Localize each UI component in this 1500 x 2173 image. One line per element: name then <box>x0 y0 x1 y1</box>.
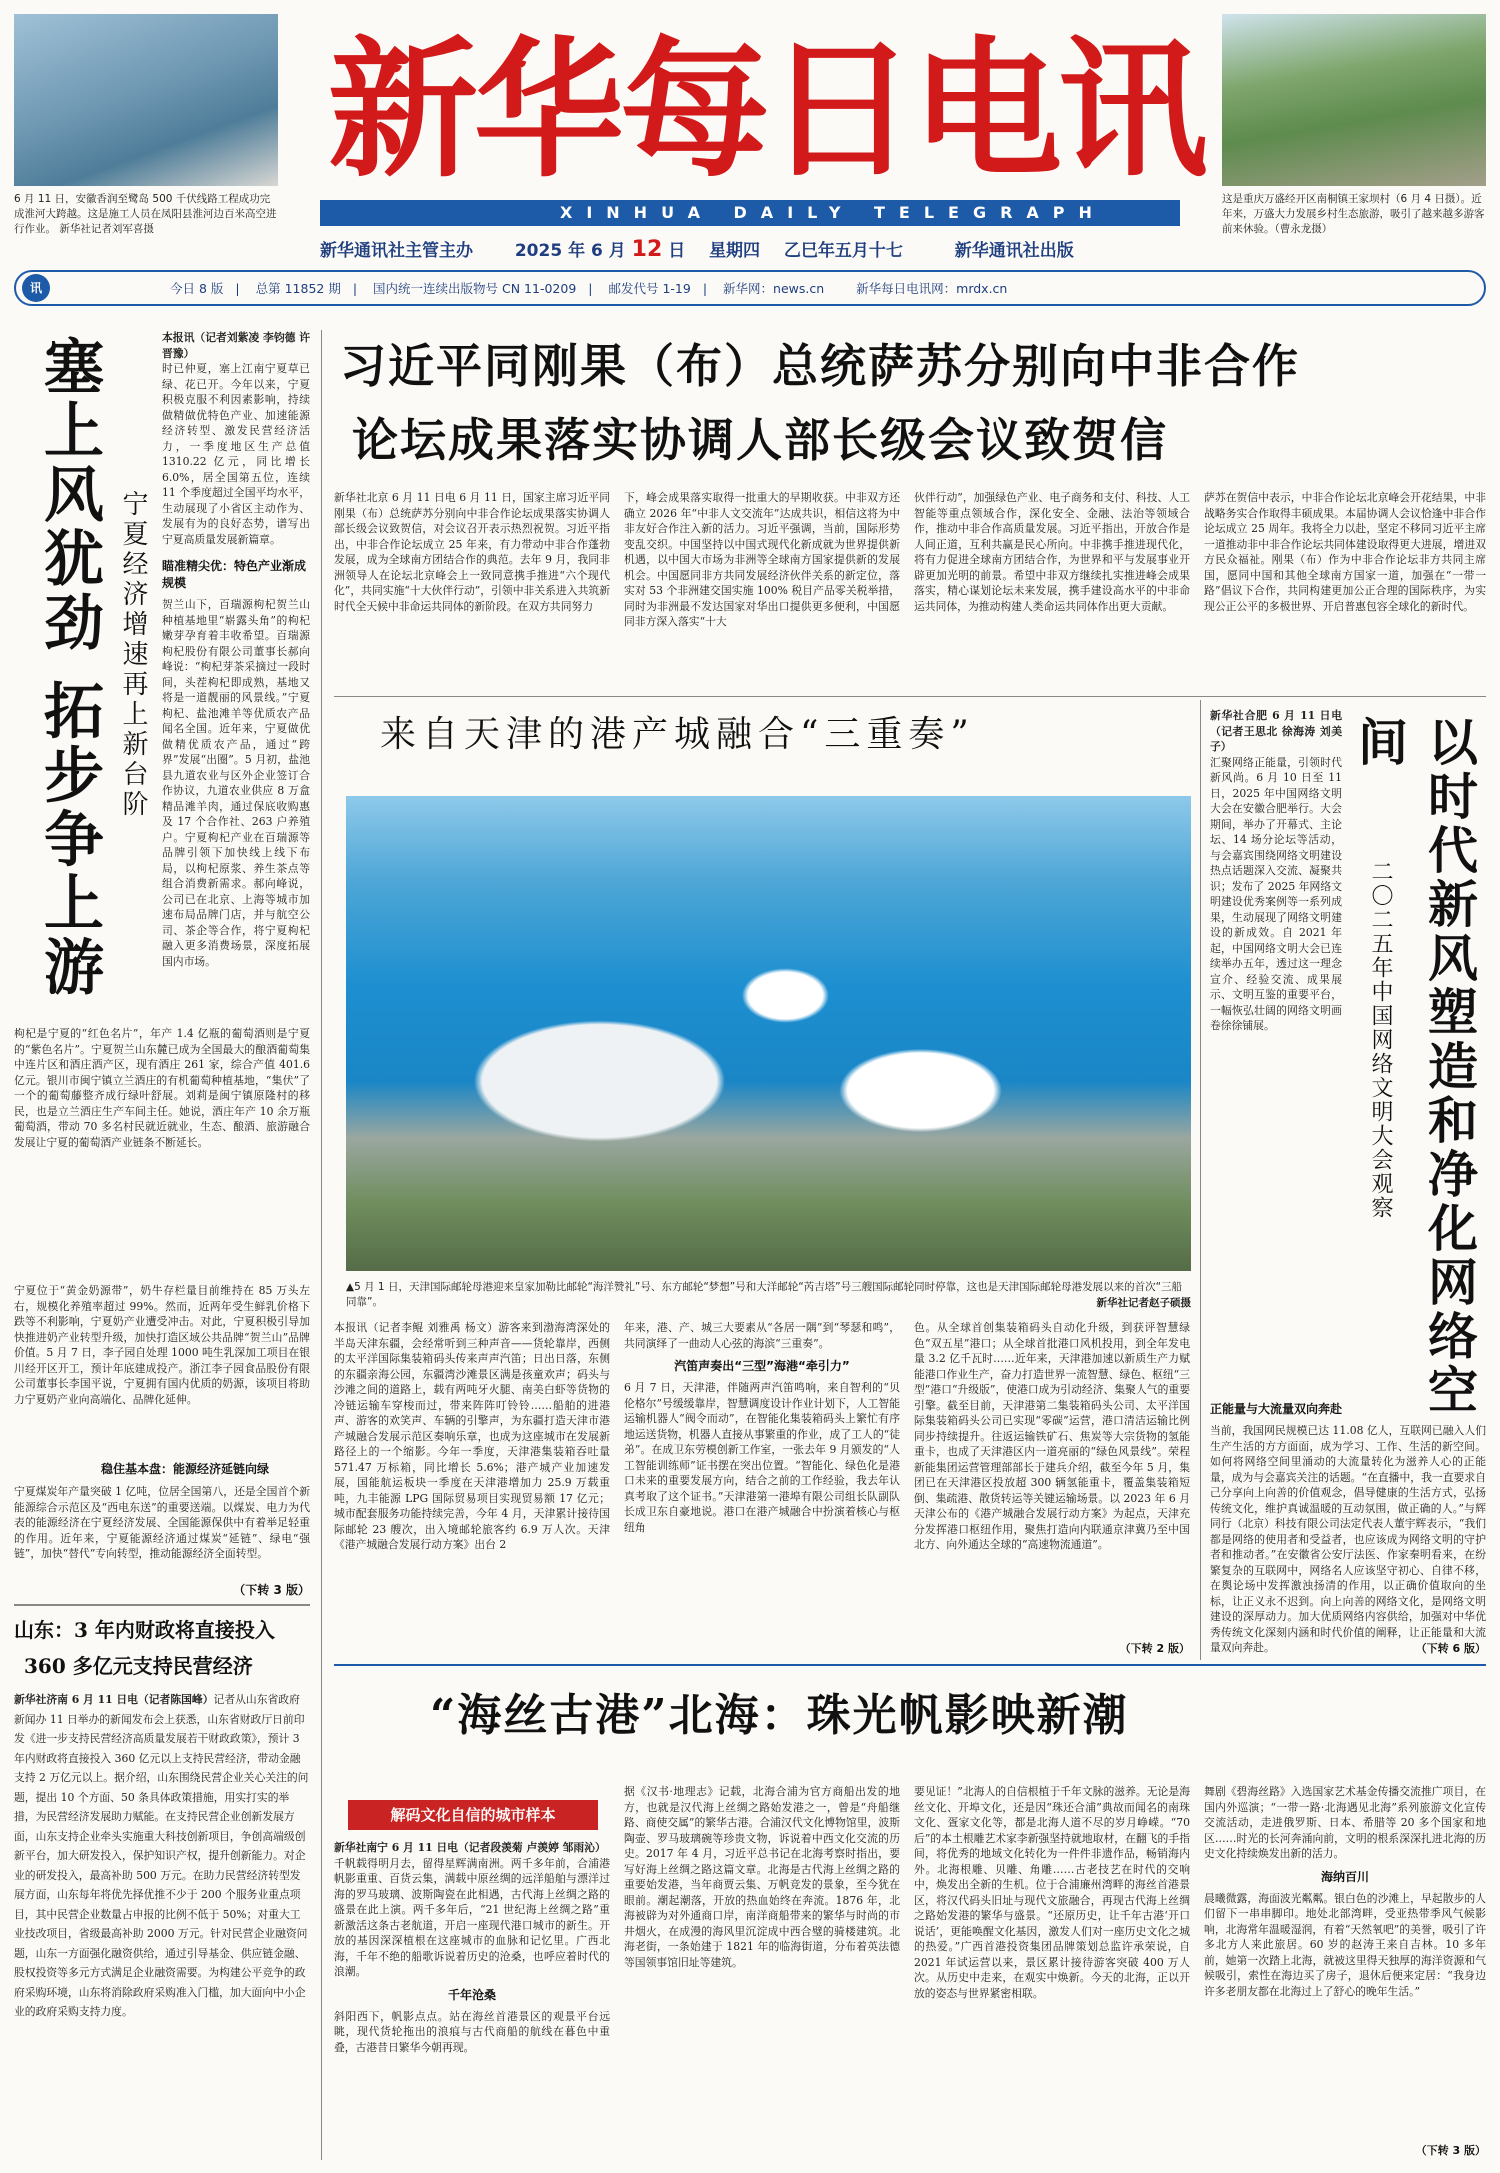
main-story-col1: 新华社北京 6 月 11 日电 6 月 11 日，国家主席习近平同刚果（布）总统萨苏分别向中非合作论坛成果落实协调人部长级会议致贺信，对会议召开表示热烈祝贺。习近平指出，中非合作论坛成立 25 年来，有力带动中非合作蓬勃发展，成为全球南方团结合作的典范。去年 9 月，我同非洲领导人在论坛北京峰会上一致同意携手推进“六个现代化”，共同实施“十大伙伴行动”，引领中非关系进入共筑新时代全天候中非命运共同体的新阶段。在双方共同努力 <box>334 491 610 613</box>
column-divider <box>1200 700 1201 1660</box>
right-story-continued: （下转 6 版） <box>1415 1642 1486 1655</box>
beihai-col1b: 斜阳西下，帆影点点。站在海丝首港景区的观景平台远眺，现代货轮拖出的浪痕与古代商船的航线在暮色中重叠，古港昔日繁华今朝再现。 <box>334 2009 610 2054</box>
shandong-headline: 山东：3 年内财政将直接投入 <box>14 1618 275 1642</box>
shandong-headline2: 360 多亿元支持民营经济 <box>24 1654 253 1678</box>
left-story-subhead: 宁夏经济增速再上新台阶 <box>118 490 148 820</box>
top-left-photo <box>14 14 278 186</box>
top-right-photo <box>1222 14 1486 186</box>
masthead-subtitle: XINHUA DAILY TELEGRAPH <box>560 203 1106 222</box>
right-story-body1: 汇聚网络正能量，引领时代新风尚。6 月 10 日至 11 日，2025 年中国网络文明大会在安徽合肥举行。大会期间，举办了开幕式、主论坛、14 场分论坛等活动，与会嘉宾围绕网络文明建设热点话题深入交流、凝聚共识；发布了 2025 年网络文明建设优秀案例等一系列成果，生动展现了网络文明建设的新成效。自 2021 年起，中国网络文明大会已连续举办五年，透过这一理念宣介、经验交流、成果展示、文明互鉴的重要平台，一幅恢弘壮阔的网络文明画卷徐徐铺展。 <box>1210 755 1342 1032</box>
right-story-sub1: 正能量与大流量双向奔赴 <box>1210 1402 1343 1416</box>
post-code: 邮发代号 1-19 <box>608 281 691 296</box>
left-story-sub2: 稳住基本盘：能源经济延链向绿 <box>100 1462 269 1476</box>
main-headline-line1: 习近平同刚果（布）总统萨苏分别向中非合作 <box>340 339 1300 393</box>
tianjin-sub1: 汽笛声奏出“三型”海港“牵引力” <box>674 1359 850 1373</box>
masthead-title: 新华每日电讯 <box>328 22 1205 198</box>
date-day: 12 <box>631 237 663 262</box>
cn-number: 国内统一连续出版物号 CN 11-0209 <box>373 281 577 296</box>
date-prefix: 2025 年 6 月 <box>514 241 626 261</box>
left-story-byline: 本报讯（记者刘紫凌 李钧德 许晋豫） <box>162 331 310 360</box>
tianjin-col2b: 6 月 7 日，天津港，伴随两声汽笛鸣响，来自智利的“贝伦格尔”号缓缓靠岸，智慧调度设计作业计划下，人工智能运输机器人“阀令而动”，在智能化集装箱码头上繁忙有序地运送货物，机器人直接从事繁重的作业，成了工人的“徒弟”。在成卫东劳模创新工作室，一张去年 9 月颁发的“人工智能训练师”证书摆在突出位置。“智能化、绿色化是港口未来的重要发展方向，结合之前的工作经验，我去年认真考取了这个证书。”天津港第一港埠有限公司组长队副队长成卫东自豪地说。港口在港产城融合中扮演着核心与枢纽角 <box>624 1381 900 1534</box>
beihai-byline: 新华社南宁 6 月 11 日电（记者段羡菊 卢羡婷 邹雨沁） <box>334 1841 606 1854</box>
left-story-body4: 宁夏位于“黄金奶源带”，奶牛存栏量目前维持在 85 万头左右，规模化养殖率超过 99%。然而，近两年受生鲜乳价格下跌等不利影响，宁夏奶产业遭受冲击。对此，宁夏积极引导加快推进奶产业转型升级，加快打造区域公共品牌“贺兰山”品牌价值。5 月 7 日，李子园自处理 1000 吨生乳深加工项目在银川经开区开工，预计年底建成投产。浙江李子园食品股份有限公司董事长李国平说，宁夏拥有国内优质的奶源，该项目将助力宁夏奶产业向高端化、品牌化延伸。 <box>14 1284 310 1406</box>
site-link-mrdx[interactable]: 新华每日电讯网：mrdx.cn <box>856 281 1008 296</box>
publisher: 新华通讯社出版 <box>954 241 1074 261</box>
beihai-continued: （下转 3 版） <box>1415 2144 1486 2157</box>
right-story-body2: 当前，我国网民规模已达 11.08 亿人，互联网已融入人们生产生活的方方面面，成为学习、工作、生活的新空间。如何将网络空间里涌动的大流量转化为滋养人心的正能量，成为与会嘉宾关注的话题。“在直播中，我一直要求自己分享向上向善的价值观念，倡导健康的生活方式，弘扬传统文化，维护真诚温暖的互动氛围，做正确的人。”与辉同行（北京）科技有限公司法定代表人董宇辉表示，“我们都是网络的使用者和受益者，也应该成为网络文明的守护者和推动者。”在安徽省公安厅法医、作家秦明看来，在纷繁复杂的互联网中，网络名人应该坚守初心、自律不移，在舆论场中发挥激浊扬清的作用，以正确价值取向的坐标，让正义永不迟到。向上向善的网络文化，是网络文明建设的深厚动力。加大优质网络内容供给，加强对中华优秀传统文化深刻内涵和时代价值的阐释，让正能量和大流量双向奔赴。 <box>1210 1424 1486 1654</box>
left-story-body2: 贺兰山下，百瑞源枸杞贺兰山种植基地里“崭露头角”的枸杞嫩芽孕育着丰收希望。百瑞源枸杞股份有限公司董事长郝向峰说：“枸杞芽茶采摘过一段时间，头茬枸杞即成熟，基地又将是一道靓丽的风景线。”宁夏枸杞、盐池滩羊等优质农产品闻名全国。近年来，宁夏做优做精优质农产品，通过“跨界”发展“出圈”。5 月初，盐池县九道农业与区外企业签订合作协议，九道农业供应 8 万盒精品滩羊肉，通过保底收购惠及 17 个合作社、263 户养殖户。宁夏枸杞产业在百瑞源等品牌引领下加快线上线下布局，以枸杞原浆、养生茶点等组合消费新需求。郝向峰说，公司已在北京、上海等城市加速布局品牌门店，并与航空公司、茶企等合作，将宁夏枸杞融入更多消费场景，深度拓展国内市场。 <box>162 598 310 968</box>
column-divider <box>321 330 322 2160</box>
beihai-sub2: 海纳百川 <box>1320 1869 1369 1884</box>
masthead-dateline <box>320 236 1200 262</box>
tianjin-port-photo <box>346 796 1191 1271</box>
beihai-col2: 据《汉书·地理志》记载，北海合浦为官方商船出发的地方，也就是汉代海上丝绸之路始发港之一，曾是“舟船继路、商使交属”的繁华古港。合浦汉代文化博物馆里，波斯陶壶、罗马玻璃碗等珍贵文物，诉说着中西文化交流的历史。2017 年 4 月，习近平总书记在北海考察时指出，要写好海上丝绸之路这篇文章。北海是古代海上丝绸之路的重要始发港，当年商贾云集、万帆竞发的景象，至今犹在眼前。潮起潮落，开放的热血始终在奔流。1876 年，北海被辟为对外通商口岸，南洋商船带来的繁华与时尚的市井烟火，在成漫的海风里沉淀成中西合璧的骑楼建筑。北海老街，一条始建于 1821 年的临海街道，分布着英法德等国领事馆旧址等建筑。 <box>624 1785 900 1969</box>
right-story-headline: 以时代新风塑造和净化网络空间 <box>1350 716 1479 1418</box>
info-bar-text: 今日 8 版 | 总第 11852 期 | 国内统一连续出版物号 CN 11-0209 | 邮发代号 1-19 | 新华网：news.cn 新华每日电讯网：mrdx.cn <box>170 281 1008 296</box>
divider <box>14 1604 310 1606</box>
sponsor: 新华通讯社主管主办 <box>320 241 473 261</box>
shandong-body <box>14 1688 310 2158</box>
right-story-text-a <box>1210 708 1342 1398</box>
top-right-caption: 这是重庆万盛经开区南桐镇王家坝村（6 月 4 日摄）。近年来，万盛大力发展乡村生态旅游，吸引了越来越多游客前来休验。（曹永龙摄） <box>1222 193 1485 235</box>
right-story-subhead: 二〇二五年中国网络文明大会观察 <box>1368 860 1393 1220</box>
weekday: 星期四 <box>709 241 761 261</box>
left-story-body1: 时已仲夏，塞上江南宁夏草已绿、花已开。今年以来，宁夏积极克服不利因素影响，持续做精做优特色产业、加速能源经济转型、激发民营经济活力，一季度地区生产总值 1310.22 亿元，同比增长 6.0%，居全国第五位，连续 11 个季度超过全国平均水平，生动展现了小省区主动作为、发展有为的良好态势，谱写出宁夏高质量发展新篇章。 <box>162 362 310 546</box>
beihai-col3: 要见证！”北海人的自信根植于千年文脉的滋养。无论是海丝文化、开埠文化，还是因“珠还合浦”典故而闻名的南珠文化、疍家文化等，都是北海人道不尽的岁月峥嵘。“70 后”的本土根雕艺术家李新强坚持就地取材，在翻飞的手指间，将优秀的地域文化转化为一件件非遗作品，畅销海内外。北海根雕、贝雕、角雕……古老技艺在时代的交响中，焕发出全新的生机。位于合浦廉州湾畔的海丝首港景区，将汉代码头旧址与现代文旅融合，再现古代海上丝绸之路始发港的繁华与盛景。“还原历史，让千年古港‘开口说话’，更能唤醒文化基因，激发人们对一座历史文化之城的热爱。”广西首港投资集团品牌策划总监许承荣说，自 2021 年试运营以来，景区累计接待游客突破 400 万人次。从历史中走来，在观实中焕新。今天的北海，正以开放的姿态与世界紧密相联。 <box>914 1785 1190 2000</box>
site-link-news[interactable]: 新华网：news.cn <box>723 281 825 296</box>
lunar-date: 乙巳年五月十七 <box>783 241 903 261</box>
left-story-sub1: 瞄准精尖优：特色产业渐成规模 <box>162 559 307 590</box>
divider <box>334 696 1486 697</box>
section-rule <box>334 1664 1486 1666</box>
tianjin-continued: （下转 2 版） <box>1119 1642 1190 1655</box>
pages-count: 今日 8 版 <box>170 281 224 296</box>
right-story-byline: 新华社合肥 6 月 11 日电（记者王思北 徐海涛 刘美子） <box>1210 709 1342 753</box>
main-story-col4: 萨苏在贺信中表示，中非合作论坛北京峰会开花结果，中非战略务实合作取得丰硕成果。本届协调人会议恰逢中非合作论坛成立 25 周年。我将全力以赴，坚定不移同习近平主席一道推动非中非合作论坛共同体建设取得更大进展，增进双方民众福祉。刚果（布）作为中非合作论坛非方共同主席国，愿同中国和其他全球南方国家一道，加强在“一带一路”倡议下合作，共同构建更加公正合理的国际秩序，为实现公正公平的多极世界、开启普惠包容全球化的新时代。 <box>1204 491 1486 613</box>
main-headline-line2: 论坛成果落实协调人部长级会议致贺信 <box>352 413 1168 467</box>
xinhua-logo-icon: 讯 <box>22 274 50 302</box>
left-story-column-a <box>162 330 310 1010</box>
tianjin-col2-wrap <box>624 1320 900 1655</box>
left-story-headline: 塞上风犹劲 拓步争上游 <box>34 335 104 1000</box>
tianjin-headline: 来自天津的港产城融合“三重奏” <box>380 714 975 755</box>
tianjin-col2: 年来，港、产、城三大要素从“各居一隅”到“琴瑟和鸣”，共同演绎了一曲动人心弦的海滨“三重奏”。 <box>624 1321 900 1350</box>
tianjin-col3: 色。从全球首创集装箱码头自动化升级，到获评智慧绿色“双五星”港口；从全球首批港口风机投用，到全年发电量 3.2 亿千瓦时……近年来，天津港加速以新质生产力赋能港口作业生产，奋力打造世界一流智慧、绿色、枢纽“三型”港口“升级版”，使港口成为引动经济、集聚人气的重要引擎。截至目前，天津港第二集装箱码头公司、太平洋国际集装箱码头公司已实现“零碳”运营，港口清洁运输比例同步持续提升。往返运输铁矿石、焦炭等大宗货物的氢能重卡，也成了天津港区内一道亮丽的“绿色风景线”。荣程新能集团运营管理部部长于建兵介绍，截至今年 5 月，集团已在天津港区投放超 300 辆氢能重卡，覆盖集装箱短倒、集疏港、散货转运等关键运输场景。以 2023 年 6 月天津公布的《港产城融合发展行动方案》为起点，天津充分发挥港口枢纽作用，聚焦打造向内联通京津冀乃至中国北方、向外通达全球的“高速物流通道”。 <box>914 1321 1190 1551</box>
beihai-col4 <box>1204 1784 1486 2139</box>
beihai-col4b: 晨曦微露，海面波光粼粼。银白色的沙滩上，早起散步的人们留下一串串脚印。地处北部湾畔，受亚热带季风气候影响，北海常年温暖湿润，有着“天然氧吧”的美誉，吸引了许多北方人来此旅居。60 岁的赵涛王来自吉林。10 多年前，她第一次踏上北海，就被这里得天独厚的海洋资源和气候吸引，索性在海边买了房子，退休后便来定居：“我身边许多老朋友都在北海过上了舒心的晚年生活。” <box>1204 1891 1486 1998</box>
beihai-section-label: 解码文化自信的城市样本 <box>348 1800 598 1830</box>
left-story-continued: （下转 3 版） <box>233 1583 310 1597</box>
shandong-text: 记者从山东省政府新闻办 11 日举办的新闻发布会上获悉，山东省财政厅日前印发《进一步支持民营经济高质量发展若干财政政策》，预计 3 年内财政将直接投入 360 亿元以上支持民营经济，带动金融支持 2 万亿元以上。据介绍，山东围绕民营企业关心关注的问题，提出 10 个方面、50 条具体政策措施，用实打实的举措，为民营经济发展助力赋能。在支持民营企业创新发展方面，山东支持企业牵头实施重大科技创新项目，争创高端级创新平台，加大研发投入，保护知识产权，提升创新能力。对企业的研发投入，最高补助 500 万元。在助力民营经济转型发展方面，山东每年将优先择优推不少于 200 个服务业重点项目，其中民营企业数量占申报的比例不低于 50%；对重大工业技改项目，省级最高补助 2000 万元。针对民营企业融资问题，山东一方面强化融资供给，通过引导基金、供应链金融、股权投资等多元方式满足企业融资需要。为构建公平竞争的政府采购环境，山东将消除政府采购准入门槛，加大面向中小企业的政府采购支持力度。 <box>14 1693 309 2018</box>
beihai-headline: “海丝古港”北海：珠光帆影映新潮 <box>430 1690 1129 1741</box>
main-story-col3: 伙伴行动”，加强绿色产业、电子商务和支付、科技、人工智能等重点领域合作，深化安全、金融、法治等领域合作，推动中非合作高质量发展。习近平指出，开放合作是人间正道，互利共赢是民心所向。中非携手推进现代化，将有力促进全球南方团结合作，为世界和平与发展事业开辟更加光明的前景。希望中非双方继续扎实推进峰会成果落实，精心谋划论坛未来发展，携手建设高水平的中非命运共同体，为推动构建人类命运共同体作出更大贡献。 <box>914 491 1190 613</box>
top-left-caption: 6 月 11 日，安徽香润至鹭岛 500 千伏线路工程成功完成淮河大跨越。这是施工人员在凤阳县淮河边百米高空进行作业。 新华社记者刘军喜摄 <box>14 193 277 235</box>
date-suffix: 日 <box>668 241 686 261</box>
tianjin-photo-caption: ▲5 月 1 日，天津国际邮轮母港迎来皇家加勒比邮轮“海洋赞礼”号、东方邮轮“梦想”号和大洋邮轮“芮吉塔”号三艘国际邮轮同时停靠，这也是天津国际邮轮母港发展以来的首次“三船同靠”。 <box>346 1281 1183 1308</box>
left-story-body5: 宁夏煤炭年产量突破 1 亿吨，位居全国第八，还是全国首个新能源综合示范区及“西电东送”的重要送端。以煤炭、电力为代表的能源经济在宁夏经济发展、全国能源保供中有着举足轻重的作用。近年来，宁夏能源经济通过煤炭“延链”、绿电“强链”，加快“替代”专向转型，推动能源经济全面转型。 <box>14 1485 310 1560</box>
left-story-body3: 枸杞是宁夏的“红色名片”，年产 1.4 亿瓶的葡萄酒则是宁夏的“紫色名片”。宁夏贺兰山东麓已成为全国最大的酿酒葡萄集中连片区和酒庄酒产区，现有酒庄 261 家，综合产值 401.6 亿元。银川市闽宁镇立兰酒庄的有机葡萄种植基地，“集伏”了一个的葡萄藤整齐成行绿叶舒展。刘莉是闽宁镇原隆村的移民，也是立兰酒庄生产车间主任。她说，酒庄年产 10 余万瓶葡萄酒，带动 70 多名村民就近就业，生态、酿酒、旅游融合发展让宁夏的葡萄酒产业链条不断延长。 <box>14 1027 310 1149</box>
main-story-col2: 下，峰会成果落实取得一批重大的早期收获。中非双方还确立 2026 年“中非人文交流年”达成共识，相信这将为中非友好合作注入新的活力。习近平强调，当前，国际形势变乱交织。中国坚持以中国式现代化新成就为世界提供新机遇，以中国大市场为非洲等全球南方国家提供新的发展机会。中国愿同非方共同发展经济伙伴关系的新定位，落实对 53 个非洲建交国实施 100% 税目产品零关税举措，同时为非洲最不发达国家对华出口提供更多便利，中国愿同非方深入落实“十大 <box>624 491 900 628</box>
beihai-col4-text: 舞剧《碧海丝路》入选国家艺术基金传播交流推广项目，在国内外巡演；“一带一路·北海遇见北海”系列旅游文化宣传交流活动，走进俄罗斯、日本、希腊等 20 多个国家和地区……时光的长河奔涌向前，文明的根系深深扎进北海的历史文化持续焕发出新的活力。 <box>1204 1785 1486 1860</box>
beihai-col1 <box>334 1840 610 2160</box>
issue-number: 总第 11852 期 <box>255 281 341 296</box>
shandong-byline: 新华社济南 6 月 11 日电（记者陈国峰） <box>14 1693 214 1706</box>
tianjin-col1: 本报讯（记者李鲲 刘雅禹 杨文）游客来到渤海湾深处的半岛天津东疆，会经常听到三种声音——货轮靠岸，西侧的太平洋国际集装箱码头传来声声汽笛；日出日落，东侧的东疆亲海公园，东疆湾沙滩景区满是孩童欢声；码头与沙滩之间的道路上，载有两吨牙火腿、南美白虾等货物的冷链运输车穿梭而过，带来阵阵叮铃铃……船舶的进港声、游客的欢笑声、车辆的引擎声，为东疆打造天津市港产城融合发展示范区奏响乐章，也成为这座城市在发展新路径上的一个缩影。今年一季度，天津港集装箱吞吐量 571.47 万标箱，同比增长 5.6%；港产城产业加速发展，国能航运板块一季度在天津港增加力 25.9 万载重吨，九丰能源 LPG 国际贸易项目实现贸易额 17 亿元；城市配套服务功能持续完善，今年 4 月，天津累计接待国际邮轮 23 艘次，出入境邮轮旅客约 6.9 万人次。天津《港产城融合发展行动方案》出台 2 <box>334 1321 610 1551</box>
beihai-col1-text: 千帆载得明月去，留得星辉满南洲。两千多年前，合浦港帆影重重、百货云集，满载中原丝绸的远洋船舶与漂洋过海的罗马玻璃、波斯陶瓷在此相遇，古代海上丝绸之路的盛景在此上演。两千多年后，“21 世纪海上丝绸之路”重新激活这条古老航道，开启一座现代港口城市的新生。开放的基因深深植根在这座城市的血脉和记忆里。广西北海，千年不绝的船歌诉说着历史的沧桑，也呼应着时代的浪潮。 <box>334 1856 610 1978</box>
tianjin-photo-credit: 新华社记者赵子硕摄 <box>1096 1297 1191 1309</box>
beihai-sub1: 千年沧桑 <box>447 1987 496 2002</box>
